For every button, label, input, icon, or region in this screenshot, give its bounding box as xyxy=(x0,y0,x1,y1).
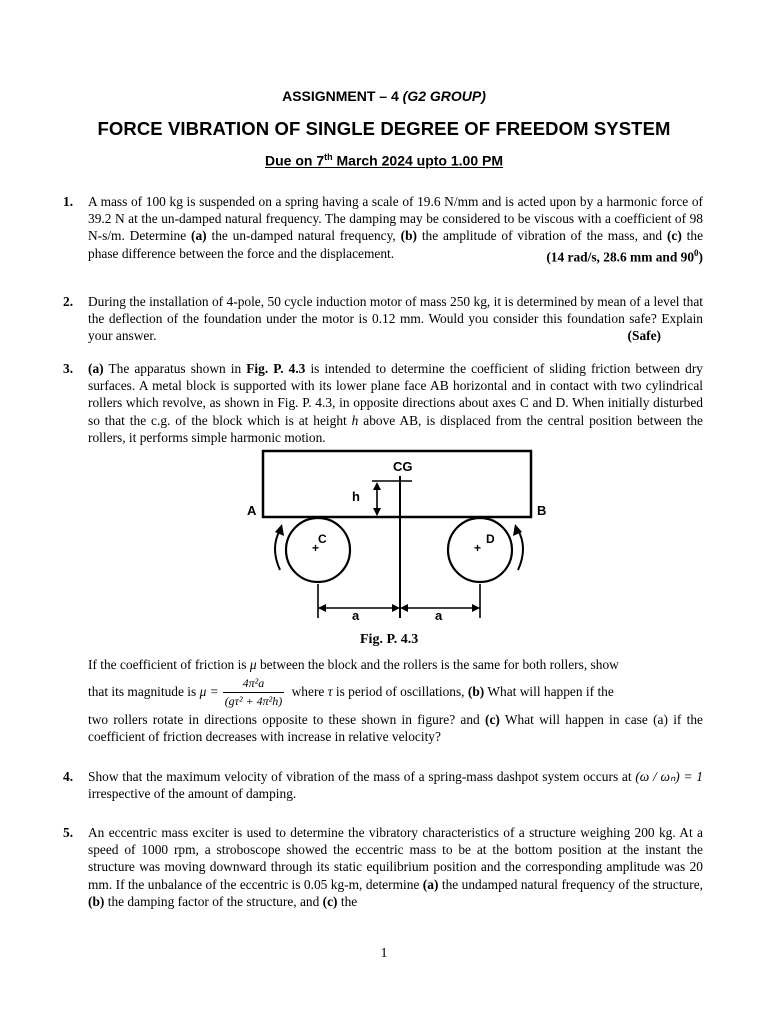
h-arrow-down xyxy=(373,508,381,516)
document-title: FORCE VIBRATION OF SINGLE DEGREE OF FREEDOM SYSTEM xyxy=(97,118,671,139)
label-b: B xyxy=(537,503,547,518)
due-date: Due on 7th March 2024 upto 1.00 PM xyxy=(264,152,504,169)
question-4: 4. Show that the maximum velocity of vibration of the mass of a spring-mass dashpot system occurs at (ω / ωₙ) = 1 irrespective of the amount of damping. xyxy=(63,769,703,802)
question-number: 3. xyxy=(63,361,74,376)
page-number: 1 xyxy=(380,946,388,961)
rotation-arrow-d xyxy=(518,530,523,570)
label-a-end: A xyxy=(247,503,257,518)
assignment-heading xyxy=(0,88,768,104)
question-3: 3. (a) The apparatus shown in Fig. P. 4.3 is intended to determine the coefficient of sliding friction between dry surfaces. A metal block is supported with its lower plane face AB horizontal and in contact with two cylindrical rollers which revolve, as shown in Fig. P. 4.3, in opposite directions about axes C and D. When initially disturbed so that the c.g. of the block which is at height h above AB, is displaced from the central position between the rollers, it performs simple harmonic motion. xyxy=(63,361,703,445)
group-label: (G2 GROUP) xyxy=(402,88,486,104)
axis-d-mark: + xyxy=(474,541,482,555)
question-5: 5. An eccentric mass exciter is used to determine the vibratory characteristics of a structure weighing 200 kg. At a speed of 1000 rpm, a stroboscope showed the eccentric mass to be at the bottom position at the instant the structure was moving downward through its static equilibrium position and the corresponding amplitude was 20 mm. If the unbalance of the eccentric is 0.05 kg-m, determine (a) the undamped natural frequency of the structure, (b) the damping factor of the structure, and (c) the xyxy=(63,825,703,909)
frequency-ratio-expression: (ω / ωₙ) = 1 xyxy=(635,769,703,784)
question-number: 2. xyxy=(63,294,74,309)
label-a-dim-2: a xyxy=(435,608,443,623)
label-d: D xyxy=(486,532,495,546)
question-number: 4. xyxy=(63,769,74,784)
figure-p-4-3 xyxy=(240,448,560,628)
label-h: h xyxy=(352,489,360,504)
answer-2: (Safe) xyxy=(627,328,661,344)
h-arrow-up xyxy=(373,482,381,490)
friction-formula: $\frac{\text{4π²a}}{\text{(gτ² + 4π²h)}}$ xyxy=(224,676,283,709)
rotation-arrow-c xyxy=(275,530,280,570)
label-cg: CG xyxy=(393,459,413,474)
question-2: 2. During the installation of 4-pole, 50 cycle induction motor of mass 250 kg, it is determined by mean of a level that the deflection of the foundation under the motor is 0.12 mm. Would you consider this foundation safe? Explain your answer. (Safe) xyxy=(63,294,703,344)
axis-c-mark: + xyxy=(312,541,320,555)
question-1: 1. A mass of 100 kg is suspended on a spring having a scale of 19.6 N/mm and is acted upon by a harmonic force of 39.2 N at the un-damped natural frequency. The damping may be considered to be viscous with a coefficient of 98 N-s/m. Determine (a) the un-damped natural frequency, (b) the amplitude of vibration of the mass, and (c) the phase difference between the force and the displacement. (14 rad/s, 28.6 mm and $90^0$) xyxy=(63,194,704,265)
question-number: 5. xyxy=(63,825,74,840)
assignment-label: ASSIGNMENT – 4 xyxy=(282,88,399,104)
question-number: 1. xyxy=(63,194,74,209)
answer-1: (14 rad/s, 28.6 mm and $90^0$) xyxy=(546,247,703,265)
label-c: C xyxy=(318,532,327,546)
question-3-continued: If the coefficient of friction is μ between the block and the rollers is the same for both rollers, show that its magnitude is μ = $\frac{\text{4π²a}}{\text{(gτ² + 4π²h)}}$ where τ is period of oscillations, (b) What will happen if the two rollers rotate in directions opposite to these shown in figure? and (c) What will happen in case (a) if the coefficient of friction decreases with increase in relative velocity? xyxy=(88,657,703,744)
label-a-dim-1: a xyxy=(352,608,360,623)
figure-caption: Fig. P. 4.3 xyxy=(360,632,419,647)
